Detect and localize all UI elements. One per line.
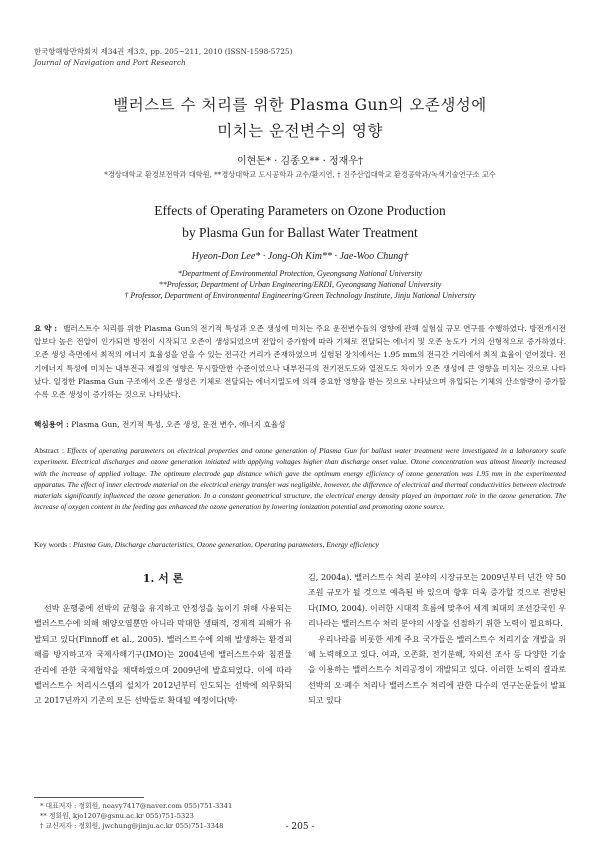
english-keywords-label: Key words : xyxy=(34,540,72,549)
korean-affiliations: *경상대학교 환경보전학과 대학원, **경상대학교 도시공학과 교수/환지연, † 진주산업대학교 환경공학과/녹색기술연구소 교수 xyxy=(104,170,496,179)
korean-title-line1: 밸러스트 수 처리를 위한 Plasma Gun의 오존생성에 xyxy=(113,96,487,114)
footnote-divider xyxy=(34,797,144,798)
korean-abstract-text: 밸러스트수 처리를 위한 Plasma Gun의 전기적 특성과 오존 생성에 미치는 주요 운전변수들의 영향에 관해 실험실 규모 연구를 수행하였다. 방전개시전압보다 높은 전압이 인가되면 방전이 시작되고 오존이 생성되었으며 전압이 증가함에 따라 기체로 전달되는 에너지 및 오존 농도가 거의 선형적으로 증가하였다. 오존 생성 측면에서 최적의 에너지 효율성을 얻을 수 있는 전극간 거리가 존재하였으며 실험된 장치에서는 1.95 mm의 전극간 거리에서 최적 효율이 얻어졌다. 전기에너지 특성에 미치는 내부전극 재질의 영향은 무시할만한 수준이었으나 내부전극의 전기전도도와 열전도도 차이가 오존 생성에 큰 영향을 미치는 것으로 나타났다. 일정한 Plasma Gun 구조에서 오존 생성은 기체로 전달되는 에너지밀도에 의해 중요한 영향을 받는 것으로 나타났으며 유입되는 기체의 산소함량이 증가할수록 오존 생성이 증가하는 것으로 나타났다. xyxy=(34,324,567,400)
affiliation-2: **Professor, Department of Urban Engineering/ERDI, Gyeongsang National University xyxy=(158,280,442,289)
page-number: - 205 - xyxy=(285,822,315,832)
english-authors: Hyeon-Don Lee* · Jong-Oh Kim** · Jae-Woo Chung† xyxy=(191,251,409,262)
english-abstract-text: Effects of operating parameters on electrical properties and ozone generation of Plasma Gun for ballast water treatment were investigated in a laboratory scale experiment. Electrical discharges and ozone generation initiated with applying voltages higher than discharge onset value. Ozone concentration was almost linearly increased with the increase of applied voltage. The optimum electrode gap distance which gave the optimum energy efficiency of ozone generation was 1.95 mm in the experimented apparatus. The effect of inner electrode material on the electrical energy transfer was negligible, however, the difference of electrical and thermal conductivities between electrode materials significantly influenced the ozone generation. In a constant geometrical structure, the electrical energy density played an important role in the ozone generation. The increase of oxygen content in the feeding gas enhanced the ozone generation by lowering ionization potential and promoting ozone source. xyxy=(34,446,566,512)
intro-paragraph-2: 우리나라를 비롯한 세계 주요 국가들은 밸러스트수 처리기술 개발을 위해 노력해오고 있다. 여과, 오존화, 전기분해, 자외선 조사 등 다양한 기술을 이용하는 밸러스트수 처리공정이 개발되고 있다. 이러한 노력의 결과로 선박의 오·폐수 처리나 밸러스트수 처리에 관한 다수의 연구논문들이 발표되고 있다 xyxy=(308,634,566,706)
english-title xyxy=(0,200,600,244)
intro-paragraph-1: 선박 운행중에 선박의 균형을 유지하고 안정성을 높이기 위해 사용되는 밸러스트수에 의해 해양오염뿐만 아니라 막대한 생태적, 경제적 피해가 유발되고 있다(Finnoff et al., 2005). 밸러스트수에 의해 발생하는 환경피해를 방지하고자 국제사해기구(IMO)는 2004년에 밸러스트수와 침전물 관리에 관한 국제협약을 채택하였으며 2009년에 발효되었다. 이에 따라 밸러스트수 처리시스템의 설치가 2012년부터 인도되는 선박에 의무화되고 2017년까지 기존의 모든 선박들로 확대될 예정이다(박· xyxy=(34,604,292,706)
section-heading-introduction: 1. 서 론 xyxy=(142,572,184,585)
korean-keywords-text: Plasma Gun, 전기적 특성, 오존 생성, 운전 변수, 에너지 효율성 xyxy=(71,420,286,429)
english-title-line1: Effects of Operating Parameters on Ozone Production xyxy=(154,203,446,218)
english-abstract xyxy=(34,445,566,513)
journal-header xyxy=(34,46,293,68)
korean-title xyxy=(0,92,600,144)
korean-keywords-label: 핵심용어 : xyxy=(34,420,69,429)
korean-keywords xyxy=(34,419,566,430)
english-keywords xyxy=(34,540,566,549)
korean-authors: 이현돈* · 김종오** · 정재우† xyxy=(236,156,363,167)
footnote-2: ** 정회원, kjo1207@gsnu.ac.kr 055)751-5323 xyxy=(40,812,194,821)
affiliation-1: *Department of Environmental Protection, Gyeongsang National University xyxy=(177,269,423,278)
korean-abstract-label: 요 약 : xyxy=(34,324,58,333)
footnote-1: * 대표저자 : 정회원, neavy7417@naver.com 055)751-3341 xyxy=(40,802,233,810)
affiliation-3: † Professor, Department of Environmental Engineering/Green Technology Institute, Jinju National University xyxy=(124,291,476,300)
footnote-3: † 교신저자 : 정회원, jwchung@jinju.ac.kr 055)751-3348 xyxy=(40,822,224,831)
journal-name: Journal of Navigation and Port Research xyxy=(34,58,186,67)
english-affiliations xyxy=(0,268,600,301)
english-abstract-label: Abstract : xyxy=(34,446,65,455)
english-title-line2: by Plasma Gun for Ballast Water Treatment xyxy=(182,225,418,240)
body-column-left xyxy=(34,601,292,709)
english-keywords-text: Plasma Gun, Discharge characteristics, Ozone generation, Operating parameters, Energy efficiency xyxy=(73,540,379,549)
korean-abstract xyxy=(34,322,566,401)
korean-title-line2: 미치는 운전변수의 영향 xyxy=(217,122,383,140)
intro-paragraph-1-cont: 김, 2004a). 밸러스트수 처리 분야의 시장규모는 2009년부터 년간 약 50조원 규모가 될 것으로 예측된 바 있으며 향후 더욱 증가할 것으로 전망된다(IMO, 2004). 이러한 시대적 흐름에 맞추어 세계 최대의 조선강국인 우리나라는 밸러스트수 처리 분야의 시장을 선점하기 위한 노력이 필요하다. xyxy=(308,573,566,629)
journal-citation: 한국항해항만학회지 제34권 제3호, pp. 205~211, 2010 (ISSN-1598-5725) xyxy=(34,47,293,56)
body-column-right xyxy=(308,570,566,709)
